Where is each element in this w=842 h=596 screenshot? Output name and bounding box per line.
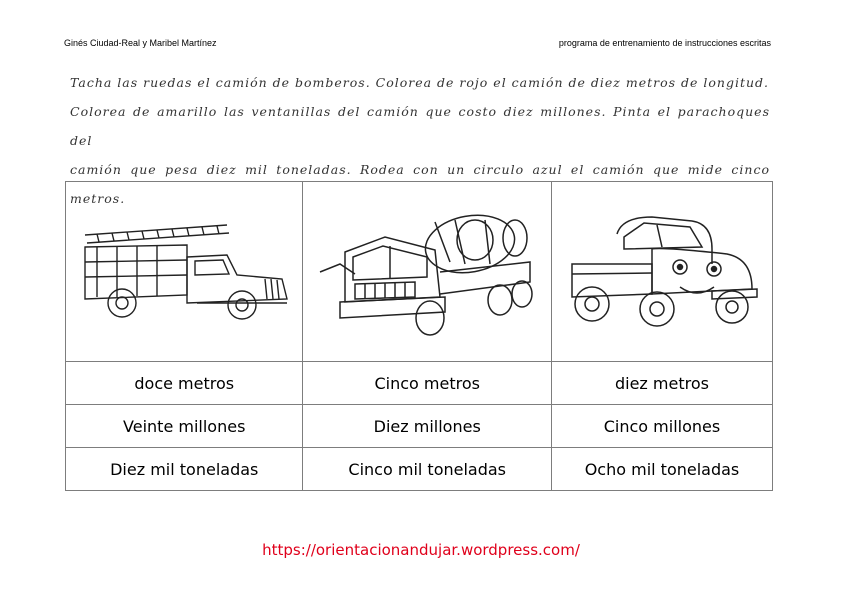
truck-2-length: Cinco metros	[303, 362, 551, 405]
fire-truck-cell	[66, 182, 303, 362]
truck-2-weight: Cinco mil toneladas	[303, 448, 551, 491]
footer-url-link[interactable]: https://orientacionandujar.wordpress.com/	[262, 541, 580, 559]
header-authors: Ginés Ciudad-Real y Maribel Martínez	[64, 38, 217, 48]
instruction-line-2: Colorea de amarillo las ventanillas del camión que costo diez millones. Pinta el parachoques del	[70, 104, 770, 148]
pickup-truck-icon	[562, 209, 762, 334]
fire-truck-icon	[77, 217, 292, 327]
truck-3-weight: Ocho mil toneladas	[551, 448, 772, 491]
weight-row	[66, 448, 773, 491]
length-row	[66, 362, 773, 405]
cement-mixer-cell	[303, 182, 551, 362]
pictures-row	[66, 182, 773, 362]
price-row	[66, 405, 773, 448]
instruction-line-3: camión que pesa diez mil toneladas. Rodea con un circulo azul el camión que mide cinco metros.	[70, 162, 770, 206]
truck-1-weight: Diez mil toneladas	[66, 448, 303, 491]
header-program: programa de entrenamiento de instrucciones escritas	[558, 38, 771, 48]
truck-3-price: Cinco millones	[551, 405, 772, 448]
truck-1-length: doce metros	[66, 362, 303, 405]
cement-mixer-truck-icon	[315, 202, 540, 342]
pickup-truck-cell	[551, 182, 772, 362]
trucks-table	[65, 181, 773, 491]
instruction-line-1: Tacha las ruedas el camión de bomberos. Colorea de rojo el camión de diez metros de longitud.	[70, 75, 770, 90]
truck-3-length: diez metros	[551, 362, 772, 405]
truck-2-price: Diez millones	[303, 405, 551, 448]
truck-1-price: Veinte millones	[66, 405, 303, 448]
